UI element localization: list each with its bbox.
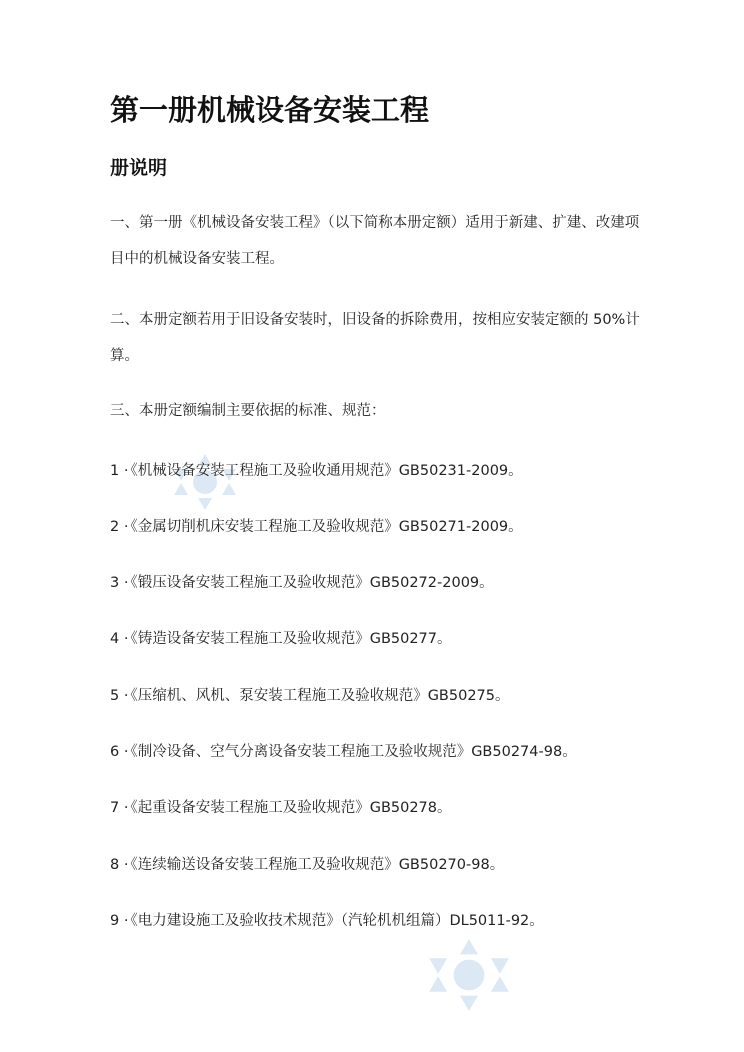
item-text: 《起重设备安装工程施工及验收规范》GB50278。 (130, 800, 452, 816)
item-number: 7 · (110, 800, 129, 816)
standard-item-1 (110, 461, 523, 481)
item-text: 《机械设备安装工程施工及验收通用规范》GB50231-2009。 (130, 463, 523, 479)
standard-item-7 (110, 798, 452, 818)
page-title: 第一册机械设备安装工程 (110, 93, 430, 127)
item-text: 《铸造设备安装工程施工及验收规范》GB50277。 (130, 631, 452, 647)
paragraph-3: 三、本册定额编制主要依据的标准、规范： (110, 403, 386, 419)
item-text: 《连续输送设备安装工程施工及验收规范》GB50270-98。 (130, 857, 505, 873)
standard-item-3 (110, 573, 494, 593)
item-number: 6 · (110, 744, 129, 760)
item-text: 《电力建设施工及验收技术规范》（汽轮机机组篇）DL5011-92。 (130, 913, 544, 929)
standard-item-2 (110, 517, 523, 537)
item-text: 《制冷设备、空气分离设备安装工程施工及验收规范》GB50274-98。 (130, 744, 577, 760)
standard-item-8 (110, 855, 504, 875)
snowflake-watermark-icon (424, 935, 514, 1015)
item-number: 8 · (110, 857, 129, 873)
standard-item-4 (110, 629, 452, 649)
item-number: 3 · (110, 575, 129, 591)
item-text: 《锻压设备安装工程施工及验收规范》GB50272-2009。 (130, 575, 494, 591)
standard-item-9 (110, 911, 544, 931)
standard-item-5 (110, 686, 510, 706)
paragraph-2: 二、本册定额若用于旧设备安装时，旧设备的拆除费用，按相应安装定额的 50%计算。 (110, 312, 640, 364)
item-number: 5 · (110, 688, 129, 704)
item-text: 《金属切削机床安装工程施工及验收规范》GB50271-2009。 (130, 519, 523, 535)
item-number: 9 · (110, 913, 129, 929)
item-text: 《压缩机、风机、泵安装工程施工及验收规范》GB50275。 (130, 688, 510, 704)
item-number: 1 · (110, 463, 129, 479)
section-heading: 册说明 (110, 157, 168, 179)
item-number: 2 · (110, 519, 129, 535)
item-number: 4 · (110, 631, 129, 647)
paragraph-1: 一、第一册《机械设备安装工程》（以下简称本册定额）适用于新建、扩建、改建项目中的机械设备安装工程。 (110, 215, 640, 267)
standard-item-6 (110, 742, 577, 762)
